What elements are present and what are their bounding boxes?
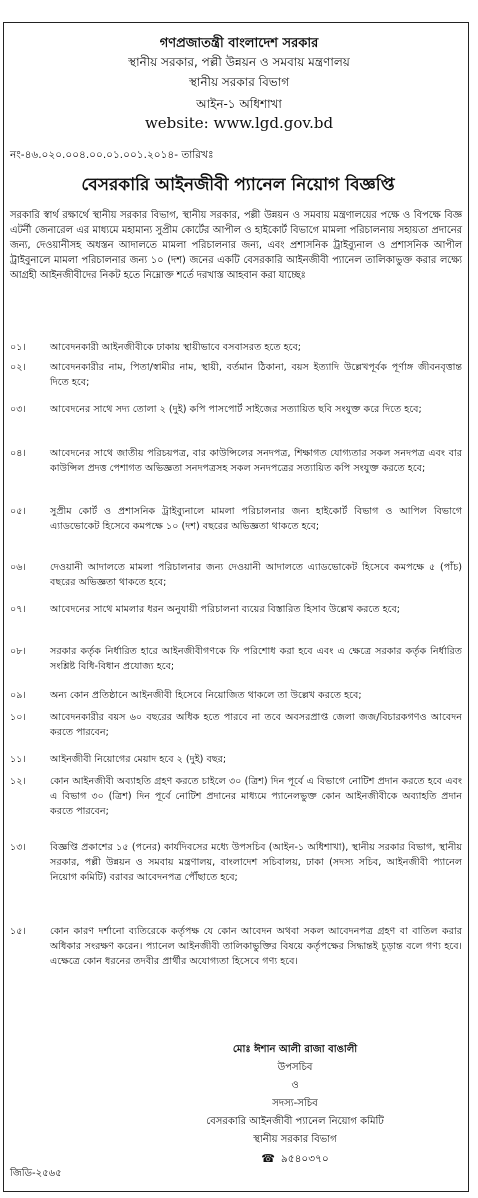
signatory-designation: উপসচিব: [277, 1062, 313, 1073]
item-text: কোন আইনজীবী অব্যাহতি গ্রহণ করতে চাইলে ৩০ (ত্রিশ) দিন পূর্বে এ বিভাগে নোটিশ প্রদান করতে হবে এবং এ বিভাগ ৩০ (ত্রিশ) দিন পূর্বে নোটিশ প্রদানের মাধ্যমে প্যানেলভুক্ত কোন আইনজীবীকে অব্যাহতি প্রদান করতে পারবেন;: [50, 776, 462, 817]
signatory-role: সদস্য-সচিব: [272, 1098, 318, 1109]
item-number: ০৭।: [10, 604, 26, 615]
item-text: আবেদনকারীর নাম, পিতা/স্বামীর নাম, স্থায়ী, বর্তমান ঠিকানা, বয়স ইত্যাদি উল্লেখপূর্বক পূর্ণাঙ্গ জীবনবৃত্তান্ত দিতে হবে;: [50, 362, 462, 388]
item-number: ১১।: [10, 754, 26, 765]
header-ministry: স্থানীয় সরকার, পল্লী উন্নয়ন ও সমবায় মন্ত্রণালয়: [128, 55, 350, 69]
signatory-name: মোঃ ঈশান আলী রাজা বাঙালী: [232, 1044, 358, 1055]
signatory-conjunction: ও: [291, 1080, 299, 1091]
intro-paragraph: সরকারি স্বার্থ রক্ষার্থে স্থানীয় সরকার বিভাগ, স্থানীয় সরকার, পল্লী উন্নয়ন ও সমবায় মন্ত্রণালয়ের পক্ষে ও বিপক্ষে বিজ্ঞ এটর্নী জেনারেল এর মাধ্যমে মহামান্য সুপ্রীম কোর্টের আপীল ও হাইকোর্ট বিভাগে মামলা পরিচালনায় সহায়তা প্রদানের জন্য, দেওয়ানীসহ অধস্তন আদালতে মামলা পরিচালনার জন্য, এবং প্রশাসনিক ট্রাইব্যুনাল ও প্রশাসনিক আপীল ট্রাইবুনালে মামলা পরিচালনার জন্য ১০ (দশ) জনের একটি বেসরকারি আইনজীবী প্যানেল তালিকাভুক্ত করার লক্ষ্যে আগ্রহী আইনজীবীদের নিকট হতে নিম্নোক্ত শর্তে দরখাস্ত আহবান করা যাচ্ছেঃ: [10, 210, 462, 281]
item-text: অন্য কোন প্রতিষ্ঠানে আইনজীবী হিসেবে নিয়োজিত থাকলে তা উল্লেখ করতে হবে;: [50, 690, 362, 701]
signatory-phone: [160, 1152, 430, 1169]
item-text: আবেদনকারীর বয়স ৬০ বছরের অধিক হতে পারবে না তবে অবসরপ্রাপ্ত জেলা জজ/বিচারকগণও আবেদন করতে পারবেন;: [50, 712, 462, 738]
signatory-committee: বেসরকারি আইনজীবী প্যানেল নিয়োগ কমিটি: [206, 1116, 384, 1127]
item-text: সুপ্রীম কোর্ট ও প্রশাসনিক ট্রাইব্যুনালে মামলা পরিচালনার জন্য হাইকোর্ট বিভাগ ও আপিল বিভাগে এ্যাডভোকেট হিসেবে কমপক্ষে ১০ (দশ) বছরের অভিজ্ঞতা থাকতে হবে;: [50, 506, 462, 532]
item-text: দেওয়ানী আদালতে মামলা পরিচালনার জন্য দেওয়ানী আদালতে এ্যাডভোকেট হিসেবে কমপক্ষে ৫ (পাঁচ) বছরের অভিজ্ঞতা থাকতে হবে;: [50, 562, 462, 588]
item-number: ০৮।: [10, 646, 26, 657]
item-text: কোন কারণ দর্শানো ব্যতিরেকে কর্তৃপক্ষ যে কোন আবেদন অথবা সকল আবেদনপত্র গ্রহণ বা বাতিল করার অধিকার সংরক্ষণ করেন। প্যানেল আইনজীবী তালিকাভুক্তির বিষয়ে কর্তৃপক্ষের সিদ্ধান্তই চূড়ান্ত বলে গণ্য হবে। এক্ষেত্রে কোন ধরনের তদবীর প্রার্থীর অযোগ্যতা হিসেবে গণ্য হবে।: [50, 926, 462, 967]
notice-title: বেসরকারি আইনজীবী প্যানেল নিয়োগ বিজ্ঞপ্তি: [81, 175, 395, 195]
item-text: সরকার কর্তৃক নির্ধারিত হারে আইনজীবীগণকে ফি পরিশোধ করা হবে এবং এ ক্ষেত্রে সরকার কর্তৃক নির্ধারিত সংশ্লিষ্ট বিধি-বিধান প্রযোজ্য হবে;: [50, 646, 462, 672]
header-division: স্থানীয় সরকার বিভাগ: [188, 75, 290, 89]
item-number: ০৯।: [10, 690, 26, 701]
item-number: ০৩।: [10, 404, 26, 415]
header-branch: আইন-১ অধিশাখা: [196, 97, 282, 111]
item-number: ০৪।: [10, 448, 26, 459]
telephone-icon: ☎: [261, 1152, 275, 1165]
item-number: ১৩।: [10, 842, 26, 853]
item-text: বিজ্ঞপ্তি প্রকাশের ১৫ (পনের) কার্যদিবসের মধ্যে উপসচিব (আইন-১ অধিশাখা), স্থানীয় সরকার বিভাগ, স্থানীয় সরকার, পল্লী উন্নয়ন ও সমবায় মন্ত্রণালয়, বাংলাদেশ সচিবালয়, ঢাকা (সদস্য সচিব, আইনজীবী প্যানেল নিয়োগ কমিটি) বরাবর আবেদনপত্র পৌঁছাতে হবে;: [50, 842, 462, 883]
phone-number: ৯৫৪০৩৭০: [280, 1153, 329, 1165]
reference-number: নং-৪৬.০২০.০০৪.০০.০১.০০১.২০১৪- তারিখঃ: [10, 149, 214, 161]
gd-code: জিডি-২৫৬৫: [10, 1168, 62, 1179]
item-number: ০২।: [10, 362, 26, 373]
header-website: website: www.lgd.gov.bd: [144, 114, 334, 132]
item-text: আবেদনের সাথে সদ্য তোলা ২ (দুই) কপি পাসপোর্ট সাইজের সত্যায়িত ছবি সংযুক্ত করে দিতে হবে;: [50, 404, 422, 415]
item-number: ০৫।: [10, 506, 26, 517]
item-number: ১২।: [10, 776, 26, 787]
item-text: আইনজীবী নিয়োগের মেয়াদ হবে ২ (দুই) বছর;: [50, 754, 227, 765]
item-text: আবেদনের সাথে জাতীয় পরিচয়পত্র, বার কাউন্সিলের সনদপত্র, শিক্ষাগত যোগ্যতার সকল সনদপত্র এবং বার কাউন্সিল প্রদত্ত পেশাগত অভিজ্ঞতা সনদপত্রসহ সকল সনদপত্রের সত্যায়িত কপি সংযুক্ত করতে হবে;: [50, 448, 462, 474]
item-number: ০৬।: [10, 562, 26, 573]
item-number: ১০।: [10, 712, 26, 723]
item-text: আবেদনকারী আইনজীবীকে ঢাকায় স্থায়ীভাবে বসবাসরত হতে হবে;: [50, 342, 302, 353]
header-government: গণপ্রজাতন্ত্রী বাংলাদেশ সরকার: [159, 36, 319, 51]
item-number: ০১।: [10, 342, 26, 353]
item-text: আবেদনের সাথে মামলার ধরন অনুযায়ী পরিচালনা ব্যয়ের বিস্তারিত হিসাব উল্লেখ করতে হবে;: [50, 604, 401, 615]
item-number: ১৫।: [10, 926, 26, 937]
signatory-division: স্থানীয় সরকার বিভাগ: [253, 1134, 337, 1145]
